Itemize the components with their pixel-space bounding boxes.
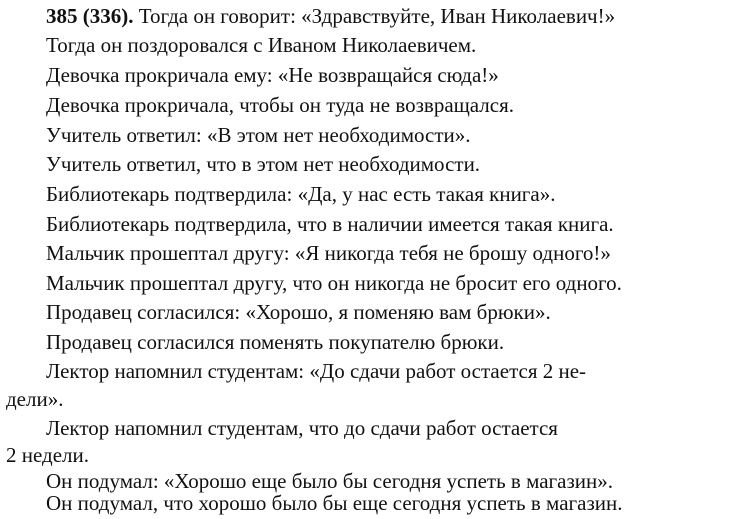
exercise-line-8: Библиотекарь подтвердила, что в наличии имеется такая книга. [46,212,614,236]
exercise-line-17: Он подумал: «Хорошо еще было бы сегодня успеть в магазин». [46,469,613,493]
exercise-line-18: Он подумал, что хорошо было бы еще сегодня успеть в магазин. [46,491,623,515]
exercise-line-5: Учитель ответил: «В этом нет необходимости». [46,123,471,147]
exercise-line-1 [46,2,615,32]
exercise-line-2: Тогда он поздоровался с Иваном Николаевичем. [46,33,477,57]
exercise-line-11: Продавец согласился: «Хорошо, я поменяю вам брюки». [46,300,551,324]
exercise-line-4: Девочка прокричала, чтобы он туда не возвращался. [46,93,515,117]
exercise-line-12: Продавец согласился поменять покупателю брюки. [46,330,505,354]
exercise-line-9: Мальчик прошептал другу: «Я никогда тебя не брошу одного!» [46,241,611,265]
exercise-line-6: Учитель ответил, что в этом нет необходимости. [46,152,481,176]
exercise-line-13: Лектор напомнил студентам: «До сдачи работ остается 2 не- [46,359,587,383]
exercise-line-7: Библиотекарь подтвердила: «Да, у нас есть такая книга». [46,182,556,206]
exercise-text: Тогда он говорит: «Здравствуйте, Иван Николаевич!» [138,4,616,28]
exercise-line-10: Мальчик прошептал другу, что он никогда не бросит его одного. [46,271,622,295]
exercise-number: 385 (336). [46,4,134,28]
exercise-line-3: Девочка прокричала ему: «Не возвращайся сюда!» [46,63,499,87]
exercise-line-15: Лектор напомнил студентам, что до сдачи работ остается [46,416,558,440]
exercise-line-14: дели». [6,387,64,411]
exercise-line-16: 2 недели. [6,443,90,467]
